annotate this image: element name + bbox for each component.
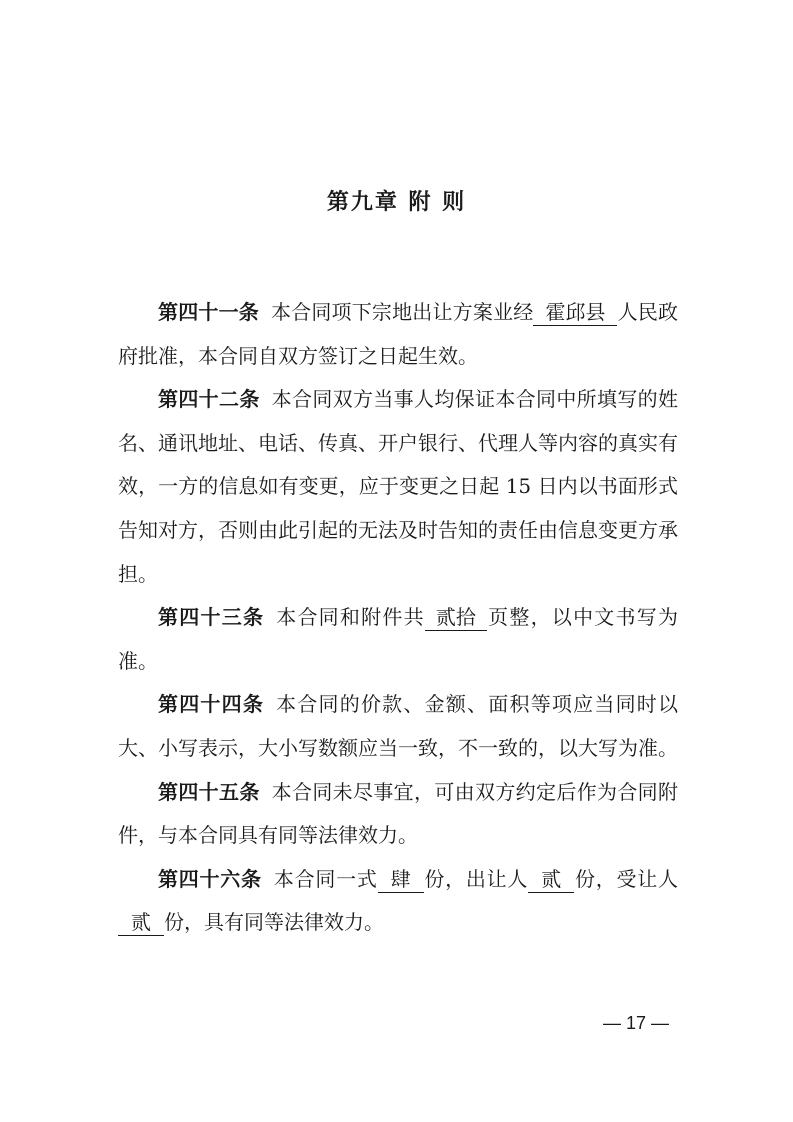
article-number: 第四十一条	[158, 300, 259, 324]
article-text: 本合同的价款、金额、面积等项应当同时以大、小写表示，大小写数额应当一致，不一致的，以大写为准。	[118, 692, 679, 760]
article-42	[118, 378, 678, 596]
article-text: 本合同和附件共	[276, 605, 425, 630]
page-title: 第九章 附 则	[326, 190, 467, 215]
article-44	[118, 683, 678, 770]
filled-field-page-count: 贰拾	[425, 604, 487, 631]
contract-body	[118, 291, 678, 945]
article-text: 份，具有同等法律效力。	[164, 910, 384, 935]
filled-field-grantee-copies: 贰	[118, 909, 164, 936]
article-text: 页整，以中文书写为准。	[118, 605, 679, 673]
article-45	[118, 771, 678, 858]
filled-field-county: 霍邱县	[533, 299, 617, 326]
article-number: 第四十二条	[158, 387, 260, 412]
filled-field-grantor-copies: 贰	[528, 866, 574, 893]
article-number: 第四十四条	[158, 692, 265, 717]
article-text: 本合同一式	[273, 866, 378, 891]
article-text: 本合同项下宗地出让方案业经	[270, 300, 534, 324]
article-text: 本合同双方当事人均保证本合同中所填写的姓名、通讯地址、电话、传真、开户银行、代理人等内容的真实有效，一方的信息如有变更，应于变更之日起 15 日内以书面形式告知对方，否则由此引起的无法及时告知的责任由信息变更方承担。	[118, 387, 679, 586]
article-number: 第四十五条	[158, 779, 260, 804]
article-number: 第四十六条	[158, 866, 262, 891]
article-46	[118, 858, 678, 945]
article-text: 人民政府批准，本合同自双方签订之日起生效。	[118, 300, 679, 368]
article-text: 份，受让人	[574, 866, 679, 891]
article-43	[118, 596, 678, 683]
filled-field-total-copies: 肆	[378, 866, 424, 893]
article-text: 份，出让人	[423, 866, 529, 891]
page-number: — 17 —	[603, 1013, 670, 1033]
article-text: 本合同未尽事宜，可由双方约定后作为合同附件，与本合同具有同等法律效力。	[118, 779, 679, 848]
article-number: 第四十三条	[158, 605, 265, 630]
article-41	[118, 291, 678, 378]
